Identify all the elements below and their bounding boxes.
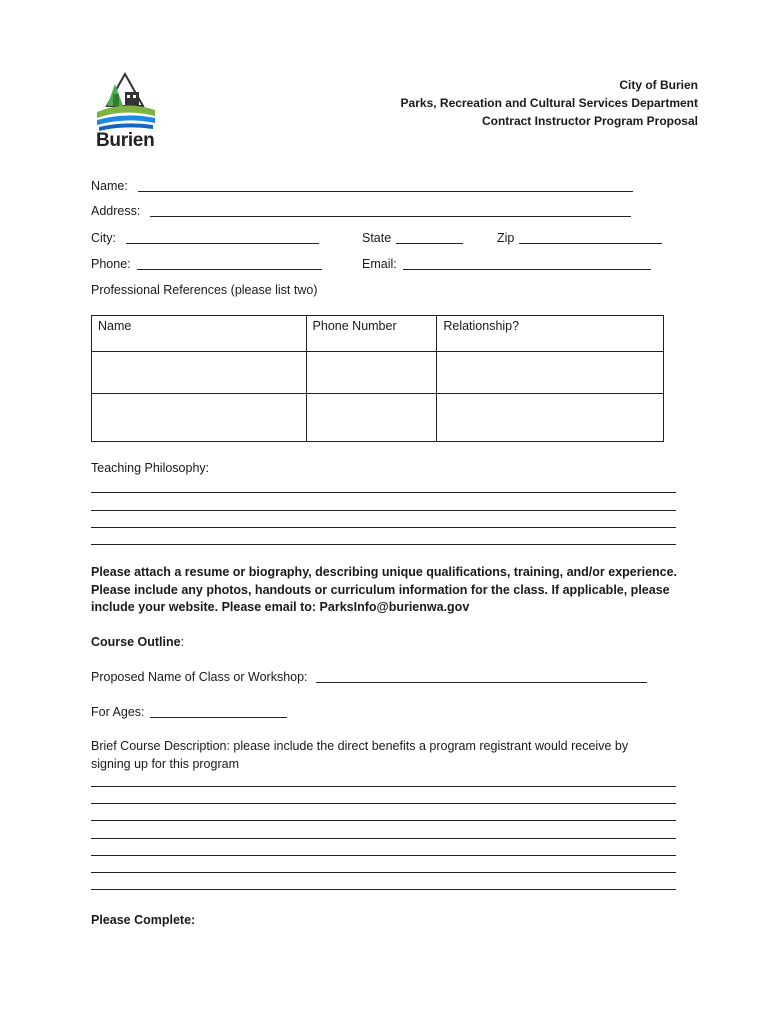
header-department: Parks, Recreation and Cultural Services Department xyxy=(400,96,698,110)
course-outline-heading xyxy=(91,634,184,650)
proposed-name-label: Proposed Name of Class or Workshop: xyxy=(91,670,308,684)
reference-1-name-cell[interactable] xyxy=(92,352,307,394)
column-header-name: Name xyxy=(92,316,307,352)
zip-field[interactable] xyxy=(519,231,662,244)
column-header-phone: Phone Number xyxy=(306,316,437,352)
teaching-philosophy-line-1[interactable] xyxy=(91,492,676,493)
burien-logo xyxy=(93,72,163,154)
table-header-row xyxy=(92,316,664,352)
address-row xyxy=(91,203,140,219)
name-label: Name: xyxy=(91,179,128,193)
email-field[interactable] xyxy=(403,257,651,270)
reference-2-name-cell[interactable] xyxy=(92,394,307,442)
ages-field[interactable] xyxy=(150,705,287,718)
teaching-philosophy-line-2[interactable] xyxy=(91,510,676,511)
please-complete-label: Please Complete: xyxy=(91,913,196,927)
city-field[interactable] xyxy=(126,231,319,244)
name-field[interactable] xyxy=(138,179,633,192)
name-row xyxy=(91,178,128,194)
course-outline-title: Course Outline xyxy=(91,635,181,649)
zip-label: Zip xyxy=(497,231,515,245)
references-title: Professional References (please list two) xyxy=(91,283,318,297)
attach-instructions-line-1: Please attach a resume or biography, describing unique qualifications, training, and/or experience. xyxy=(91,565,678,579)
proposed-name-field[interactable] xyxy=(316,670,647,683)
references-table xyxy=(91,315,664,442)
header-city: City of Burien xyxy=(619,78,698,92)
table-row xyxy=(92,352,664,394)
document-header xyxy=(401,76,698,130)
email-label: Email: xyxy=(362,257,397,271)
attach-instructions-line-2: Please include any photos, handouts or curriculum information for the class. If applicable, please xyxy=(91,583,670,597)
logo-text: Burien xyxy=(96,130,155,151)
course-description-label-line-1: Brief Course Description: please include the direct benefits a program registrant would receive by xyxy=(91,739,629,753)
reference-1-phone-cell[interactable] xyxy=(306,352,437,394)
reference-1-relationship-cell[interactable] xyxy=(437,352,664,394)
ages-label: For Ages: xyxy=(91,705,145,719)
phone-field[interactable] xyxy=(137,257,322,270)
course-description-line-4[interactable] xyxy=(91,838,676,839)
teaching-philosophy-line-4[interactable] xyxy=(91,544,676,545)
course-description-line-2[interactable] xyxy=(91,803,676,804)
course-outline-colon: : xyxy=(180,635,185,649)
attach-instructions-line-3: include your website. Please email to: ParksInfo@burienwa.gov xyxy=(91,600,470,614)
course-description-line-7[interactable] xyxy=(91,889,676,890)
teaching-philosophy-line-3[interactable] xyxy=(91,527,676,528)
course-description-line-6[interactable] xyxy=(91,872,676,873)
course-description-line-1[interactable] xyxy=(91,786,676,787)
header-form-title: Contract Instructor Program Proposal xyxy=(481,114,698,128)
column-header-relationship: Relationship? xyxy=(437,316,664,352)
city-label: City: xyxy=(91,231,116,245)
state-label: State xyxy=(362,231,392,245)
address-label: Address: xyxy=(91,204,141,218)
reference-2-relationship-cell[interactable] xyxy=(437,394,664,442)
course-description-line-5[interactable] xyxy=(91,855,676,856)
table-row xyxy=(92,394,664,442)
course-description-line-3[interactable] xyxy=(91,820,676,821)
address-field[interactable] xyxy=(150,204,631,217)
phone-label: Phone: xyxy=(91,257,131,271)
course-description-label-line-2: signing up for this program xyxy=(91,757,239,771)
teaching-philosophy-label: Teaching Philosophy: xyxy=(91,461,210,475)
state-field[interactable] xyxy=(396,231,463,244)
reference-2-phone-cell[interactable] xyxy=(306,394,437,442)
